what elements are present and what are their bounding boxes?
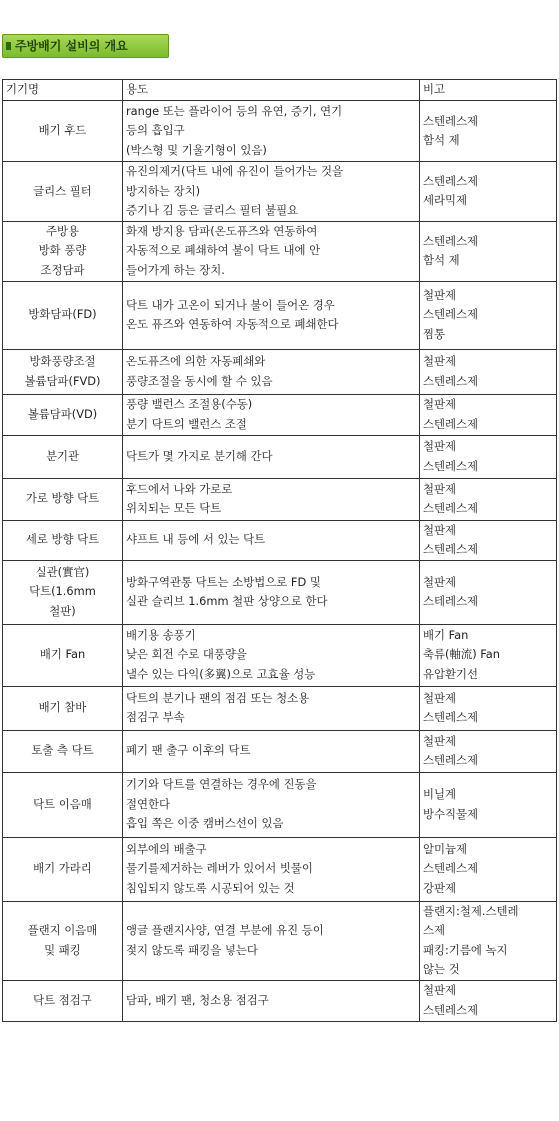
equipment-name: 볼륨담파(VD): [27, 406, 98, 421]
table-row: [3, 435, 557, 478]
equipment-name-cell: [3, 478, 123, 520]
table-row: [3, 730, 557, 772]
equipment-name: 배기 참바: [38, 700, 87, 715]
usage-text-cell: [123, 980, 420, 1021]
equipment-name: 방화풍량조절: [29, 354, 96, 368]
equipment-name-cell: [3, 435, 123, 478]
equipment-name: 주방용: [45, 223, 79, 238]
section-title-badge: [2, 34, 169, 58]
note-text: 강판제: [423, 880, 457, 895]
note-text: 스텐레스제: [423, 501, 479, 515]
usage-text: 방지하는 장치): [126, 183, 201, 198]
usage-text: 점검구 부속: [126, 710, 185, 724]
note-text: 스제: [423, 923, 446, 937]
note-text-cell: [420, 730, 557, 772]
equipment-name: 배기 Fan: [39, 647, 86, 662]
usage-text: 등의 흡입구: [126, 123, 185, 138]
note-text-cell: [420, 349, 557, 394]
equipment-name: 가로 방향 닥트: [25, 491, 100, 506]
usage-text-cell: [123, 101, 420, 162]
usage-text: 온도퓨즈에 의한 자동폐쇄와: [126, 354, 266, 368]
usage-text: 물기를제거하는 레버가 있어서 빗물이: [126, 861, 313, 876]
note-text-cell: [420, 624, 557, 686]
usage-text-cell: [123, 901, 420, 980]
usage-text: 증기나 김 등은 글리스 필터 불필요: [126, 203, 299, 217]
equipment-name: 닥트 이음매: [33, 796, 92, 811]
table-row: [3, 560, 557, 624]
table-row: [3, 162, 557, 222]
usage-text: 들어가게 하는 장치.: [126, 262, 225, 277]
usage-text-cell: [123, 560, 420, 624]
usage-text-cell: [123, 435, 420, 478]
equipment-name-cell: [3, 980, 123, 1021]
equipment-name-cell: [3, 281, 123, 349]
usage-text: 닥트가 몇 가지로 분기해 간다: [126, 448, 273, 463]
table-row: [3, 686, 557, 730]
note-text-cell: [420, 520, 557, 560]
note-text: 스텐레스제: [423, 710, 479, 724]
note-text-cell: [420, 901, 557, 980]
table-row: [3, 478, 557, 520]
equipment-name-cell: [3, 349, 123, 394]
equipment-name: 배기 가라리: [33, 861, 92, 876]
note-text: 알미늄제: [423, 841, 468, 856]
equipment-name: 철판): [49, 603, 76, 618]
equipment-name: 조정담파: [40, 262, 85, 277]
note-text: 함석 제: [423, 253, 460, 267]
note-text: 비닐계: [423, 787, 457, 801]
usage-text: 풍량 밸런스 조절용(수동): [126, 397, 253, 411]
note-text: 않는 것: [423, 962, 460, 976]
note-text: 철판제: [423, 733, 457, 748]
note-text: 함석 제: [423, 133, 460, 147]
note-text: 스텐레스제: [423, 233, 479, 248]
header-note: 비고: [420, 80, 557, 101]
usage-text: 닥트 내가 고온이 되거나 불이 들어온 경우: [126, 297, 335, 312]
note-text: 스텐레스제: [423, 173, 479, 188]
equipment-name-cell: [3, 101, 123, 162]
note-text: 스텐레스제: [423, 113, 479, 128]
table-row: [3, 772, 557, 837]
table-row: [3, 349, 557, 394]
table-row: [3, 394, 557, 435]
equipment-name: 닥트 점검구: [33, 992, 92, 1007]
usage-text-cell: [123, 772, 420, 837]
table-row: [3, 624, 557, 686]
note-text: 철판제: [423, 522, 457, 537]
equipment-name-cell: [3, 624, 123, 686]
usage-text: 유진의제거(닥트 내에 유진이 들어가는 것을: [126, 164, 343, 178]
table-row: [3, 980, 557, 1021]
note-text: 축류(軸流) Fan: [423, 647, 501, 662]
usage-text: 분기 닥트의 밸런스 조절: [126, 416, 247, 431]
usage-text: 흡입 쪽은 이중 캠버스선이 있음: [126, 816, 284, 831]
usage-text: 낮은 회전 수로 대풍량을: [126, 647, 247, 662]
usage-text: range 또는 플라이어 등의 유연, 증기, 연기: [126, 103, 343, 118]
usage-text-cell: [123, 686, 420, 730]
note-text: 철판제: [423, 354, 457, 368]
usage-text: 낼수 있는 다익(多翼)으로 고효율 성능: [126, 666, 316, 681]
note-text: 철판제: [423, 574, 457, 589]
equipment-name-cell: [3, 394, 123, 435]
note-text-cell: [420, 560, 557, 624]
note-text: 방수직물제: [423, 806, 479, 821]
note-text: 철판제: [423, 287, 457, 302]
equipment-name: 방화담파(FD): [28, 307, 97, 322]
note-text-cell: [420, 221, 557, 281]
note-text: 찜통: [423, 326, 446, 341]
note-text-cell: [420, 478, 557, 520]
equipment-name-cell: [3, 686, 123, 730]
table-row: [3, 901, 557, 980]
usage-text: 기기와 닥트를 연결하는 경우에 진동을: [126, 777, 317, 792]
note-text-cell: [420, 281, 557, 349]
table-row: [3, 101, 557, 162]
note-text: 스텐레스제: [423, 861, 479, 876]
note-text: 스텐레스제: [423, 753, 479, 767]
note-text-cell: [420, 980, 557, 1021]
note-text-cell: [420, 686, 557, 730]
equipment-name-cell: [3, 520, 123, 560]
note-text: 플랜지:철제.스텐레: [423, 903, 519, 918]
usage-text: 외부에의 배출구: [126, 841, 207, 856]
table-row: [3, 221, 557, 281]
note-text: 스텐레스제: [423, 1002, 479, 1017]
note-text: 스텐레스제: [423, 542, 479, 556]
note-text: 철판제: [423, 397, 457, 411]
usage-text: 젖지 않도록 패킹을 넣는다: [126, 942, 258, 957]
equipment-name-cell: [3, 772, 123, 837]
equipment-name: 및 패킹: [44, 942, 81, 957]
equipment-name: 닥트(1.6mm: [29, 584, 96, 599]
equipment-name-cell: [3, 221, 123, 281]
equipment-name: 볼륨담파(FVD): [24, 373, 101, 388]
table-row: [3, 837, 557, 901]
note-text: 유압환기선: [423, 666, 479, 681]
usage-text: 풍량조절을 동시에 할 수 있음: [126, 373, 273, 388]
usage-text-cell: [123, 520, 420, 560]
equipment-name: 배기 후드: [38, 123, 87, 138]
note-text-cell: [420, 772, 557, 837]
note-text-cell: [420, 101, 557, 162]
note-text-cell: [420, 394, 557, 435]
note-text: 철판제: [423, 690, 457, 705]
note-text: 스텐레스제: [423, 307, 479, 322]
usage-text: 배기용 송풍기: [126, 627, 196, 642]
usage-text: 폐기 팬 출구 이후의 닥트: [126, 743, 251, 758]
usage-text-cell: [123, 281, 420, 349]
usage-text: 샤프트 내 등에 서 있는 닥트: [126, 532, 266, 547]
note-text-cell: [420, 837, 557, 901]
usage-text: 자동적으로 폐쇄하여 불이 닥트 내에 안: [126, 243, 321, 258]
equipment-table: [2, 79, 557, 1022]
usage-text-cell: [123, 221, 420, 281]
usage-text: 위치되는 모든 닥트: [126, 501, 222, 515]
note-text-cell: [420, 435, 557, 478]
equipment-name-cell: [3, 560, 123, 624]
note-text: 철판제: [423, 439, 457, 453]
equipment-name: 플랜지 이음매: [27, 923, 98, 937]
equipment-name: 분기관: [45, 448, 79, 463]
usage-text: 실관 슬리브 1.6mm 철판 상양으로 한다: [126, 594, 328, 608]
usage-text-cell: [123, 394, 420, 435]
note-text: 스텐레스제: [423, 458, 479, 473]
note-text: 배기 Fan: [423, 627, 469, 642]
usage-text-cell: [123, 837, 420, 901]
equipment-name-cell: [3, 901, 123, 980]
section-title: 주방배기 설비의 개요: [15, 39, 128, 53]
equipment-name: 실관(實官): [35, 564, 90, 579]
note-text: 철판제: [423, 481, 457, 496]
table-body: [3, 101, 557, 1022]
table-row: [3, 281, 557, 349]
note-text: 철판제: [423, 983, 457, 997]
note-text: 스테레스제: [423, 594, 479, 608]
table-header-row: [3, 80, 557, 101]
header-name: 기기명: [3, 80, 123, 101]
equipment-name: 글리스 필터: [33, 183, 92, 198]
usage-text-cell: [123, 624, 420, 686]
header-usage: 용도: [123, 80, 420, 101]
usage-text-cell: [123, 730, 420, 772]
usage-text-cell: [123, 478, 420, 520]
note-text: 스텐레스제: [423, 416, 479, 431]
usage-text: 닥트의 분기나 팬의 점검 또는 청소용: [126, 690, 310, 705]
usage-text: 화재 방지용 담파(온도퓨즈와 연동하여: [126, 223, 318, 238]
usage-text: 방화구역관통 닥트는 소방법으로 FD 및: [126, 574, 321, 589]
usage-text-cell: [123, 162, 420, 222]
equipment-name: 세로 방향 닥트: [25, 532, 100, 547]
note-text: 스텐레스제: [423, 373, 479, 388]
usage-text: 후드에서 나와 가로로: [126, 481, 233, 496]
note-text: 세라믹제: [423, 193, 468, 208]
equipment-name-cell: [3, 730, 123, 772]
usage-text: (박스형 및 기울기형이 있음): [126, 142, 267, 157]
usage-text: 절연한다: [126, 796, 171, 811]
usage-text: 담파, 배기 팬, 청소용 점검구: [126, 992, 269, 1007]
table-row: [3, 520, 557, 560]
usage-text: 앵글 플랜지사양, 연결 부분에 유진 등이: [126, 923, 324, 937]
note-text: 패킹:기름에 녹지: [423, 942, 508, 957]
usage-text: 온도 퓨즈와 연동하여 자동적으로 폐쇄한다: [126, 317, 339, 331]
equipment-name: 방화 풍량: [38, 243, 87, 258]
note-text-cell: [420, 162, 557, 222]
equipment-name: 토출 측 닥트: [31, 743, 94, 758]
equipment-name-cell: [3, 162, 123, 222]
usage-text-cell: [123, 349, 420, 394]
usage-text: 침입되지 않도록 시공되어 있는 것: [126, 880, 295, 895]
equipment-name-cell: [3, 837, 123, 901]
